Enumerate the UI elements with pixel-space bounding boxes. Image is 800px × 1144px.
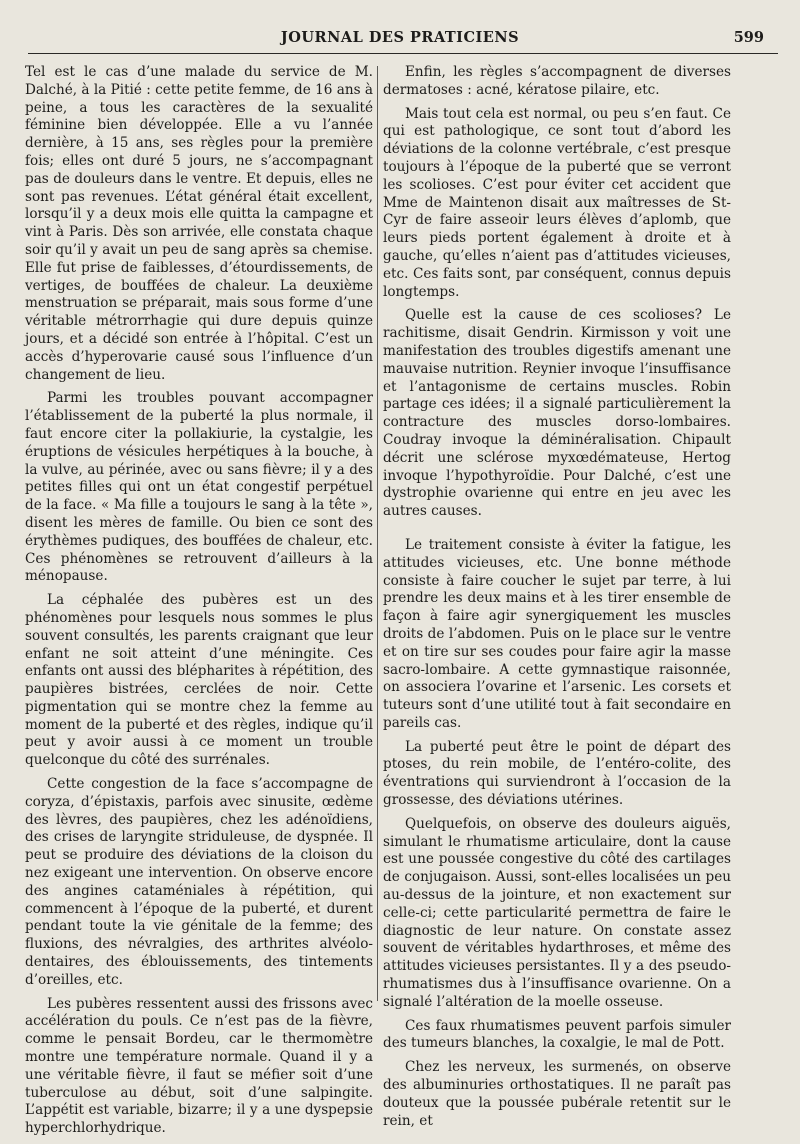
running-title: JOURNAL DES PRATICIENS — [280, 29, 520, 46]
paragraph: Chez les nerveux, les surmenés, on observe des albuminuries orthostatiques. Il ne paraît pas douteux que la poussée pubérale retentit sur le rein, et — [383, 1059, 731, 1129]
right-column — [383, 64, 731, 1136]
paragraph: La puberté peut être le point de départ des ptoses, du rein mobile, de l’entéro-colite, des éventrations qui surviendront à l’occasion de la grossesse, des déviations utérines. — [383, 738, 731, 809]
paragraph: Cette congestion de la face s’accompagne de coryza, d’épistaxis, parfois avec sinusite, œdème des lèvres, des paupières, chez les adénoïdiens, des crises de laryngite striduleuse, de dyspnée. Il peut se produire des déviations de la cloison du nez exigeant une intervention. On observe encore des angines cataméniales à répétition, qui commencent à l’époque de la puberté, et durent pendant toute la vie génitale de la femme; des fluxions, des névralgies, des arthrites alvéolo-dentaires, des éblouissements, des tintements d’oreilles, etc. — [25, 776, 373, 988]
page-number: 599 — [733, 29, 764, 46]
page-header — [30, 27, 770, 55]
paragraph: Ces faux rhumatismes peuvent parfois simuler des tumeurs blanches, la coxalgie, le mal de Pott. — [383, 1017, 731, 1052]
paragraph: Tel est le cas d’une malade du service de M. Dalché, à la Pitié : cette petite femme, de 16 ans à peine, a tous les caractères de la sexualité féminine bien développée. Elle a vu l’année dernière, à 15 ans, ses règles pour la première fois; elles ont duré 5 jours, ne s’accompagnant pas de douleurs dans le ventre. Et depuis, elles ne sont pas revenues. L’état général était excellent, lorsqu’il y a deux mois elle quitta la campagne et vint à Paris. Dès son arrivée, elle constata chaque soir qu’il y avait un peu de sang après sa chemise. Elle fut prise de faiblesses, d’étourdissements, de vertiges, de bouffées de chaleur. La deuxième menstruation se préparait, mais sous forme d’une véritable métrorrhagie qui dure depuis quinze jours, et a décidé son entrée à l’hôpital. C’est un accès d’hyperovarie causé sous l’influence d’un changement de lieu. — [25, 64, 374, 383]
paragraph: Enfin, les règles s’accompagnent de diverses dermatoses : acné, kératose pilaire, etc. — [383, 64, 731, 98]
paragraph: Mais tout cela est normal, ou peu s’en faut. Ce qui est pathologique, ce sont tout d’abord les déviations de la colonne vertébrale, c’est presque toujours à l’époque de la puberté que se verront les scolioses. C’est pour éviter cet accident que Mme de Maintenon disait aux maîtresses de St-Cyr de faire asseoir leurs élèves d’aplomb, que leurs pieds portent également à droite et à gauche, qu’elles n’aient pas d’attitudes vicieuses, etc. Ces faits sont, par conséquent, connus depuis longtemps. — [383, 105, 731, 300]
paragraph: Les pubères ressentent aussi des frissons avec accélération du pouls. Ce n’est pas de la fièvre, comme le pensait Bordeu, car le thermomètre montre une température normale. Quand il y a une véritable fièvre, il faut se méfier soit d’une tuberculose au début, soit d’une salpingite. L’appétit est variable, bizarre; il y a une dyspepsie hyperchlorhydrique. — [25, 995, 373, 1137]
paragraph: Parmi les troubles pouvant accompagner l’établissement de la puberté la plus normale, il faut encore citer la pollakiurie, la cystalgie, les éruptions de vésicules herpétiques à la bouche, à la vulve, au périnée, avec ou sans fièvre; il y a des petites filles qui ont un état congestif perpétuel de la face. « Ma fille a toujours le sang à la tête », disent les mères de famille. Ou bien ce sont des érythèmes pudiques, des bouffées de chaleur, etc. Ces phénomènes se retrouvent d’ailleurs à la ménopause. — [25, 390, 373, 585]
paragraph: Quelquefois, on observe des douleurs aiguës, simulant le rhumatisme articulaire, dont la cause est une poussée congestive du côté des cartilages de conjugaison. Aussi, sont-elles localisées un peu au-dessus de la jointure, et non exactement sur celle-ci; cette particularité permettra de faire le diagnostic de leur nature. On constate assez souvent de véritables hydarthroses, et même des attitudes vicieuses persistantes. Il y a des pseudo-rhumatismes dus à l’insuffisance ovarienne. On a signalé l’altération de la moelle osseuse. — [383, 815, 731, 1010]
paragraph: Le traitement consiste à éviter la fatigue, les attitudes vicieuses, etc. Une bonne méthode consiste à faire coucher le sujet par terre, à lui prendre les deux mains et à les tirer ensemble de façon à faire agir synergiquement les muscles droits de l’abdomen. Puis on le place sur le ventre et on tire sur ses coudes pour faire agir la masse sacro-lombaire. A cette gymnastique raisonnée, on associera l’ovarine et l’arsenic. Les corsets et tuteurs sont d’une utilité tout à fait secondaire en pareils cas. — [383, 536, 731, 731]
paragraph: La céphalée des pubères est un des phénomènes pour lesquels nous sommes le plus souvent consultés, les parents craignant que leur enfant ne soit atteint d’une méningite. Ces enfants ont aussi des blépharites à répétition, des paupières bistrées, cerclées de noir. Cette pigmentation qui se montre chez la femme au moment de la puberté et des règles, indique qu’il peut y avoir aussi à ce moment un trouble quelconque du côté des surrénales. — [25, 592, 373, 769]
paragraph: Quelle est la cause de ces scolioses? Le rachitisme, disait Gendrin. Kirmisson y voit une manifestation des troubles digestifs amenant une mauvaise nutrition. Reynier invoque l’insuffisance et l’antagonisme de certains muscles. Robin partage ces idées; il a signalé particulièrement la contracture des muscles dorso-lombaires. Coudray invoque la déminéralisation. Chipault décrit une sclérose myxœdémateuse, Hertog invoque l’hypothyroïdie. Pour Dalché, c’est une dystrophie ovarienne qui entre en jeu avec les autres causes. — [383, 307, 731, 520]
header-rule — [28, 53, 778, 54]
column-divider — [377, 66, 378, 1001]
left-column — [25, 64, 373, 1144]
